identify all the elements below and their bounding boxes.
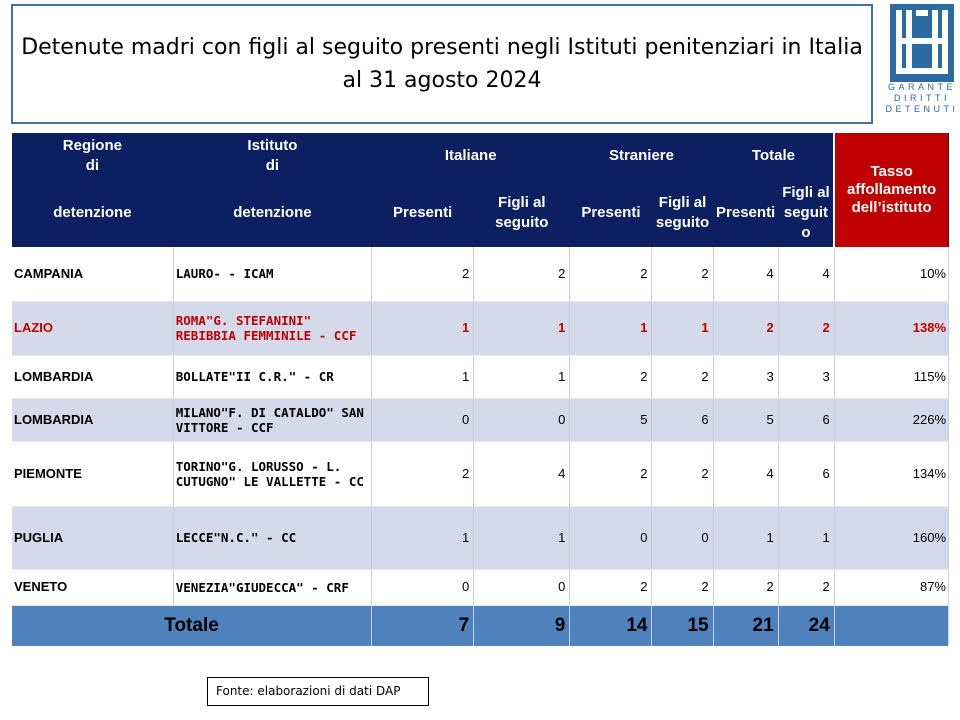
cell-st-presenti: 2	[570, 441, 652, 506]
cell-it-presenti: 1	[372, 355, 474, 398]
cell-st-presenti: 2	[570, 355, 652, 398]
cell-it-figli: 0	[474, 398, 570, 441]
cell-regione: LAZIO	[12, 301, 173, 355]
header-istituto: Istituto di	[173, 133, 371, 179]
cell-tot-presenti: 4	[713, 441, 778, 506]
total-tasso-empty	[834, 605, 948, 646]
cell-st-figli: 6	[652, 398, 713, 441]
cell-tasso: 87%	[834, 569, 948, 605]
cell-regione: LOMBARDIA	[12, 355, 173, 398]
table-row	[12, 506, 949, 569]
cell-istituto: BOLLATE"II C.R." - CR	[173, 355, 371, 398]
total-tot-figli: 24	[778, 605, 834, 646]
cell-tasso: 134%	[834, 441, 948, 506]
cell-tot-presenti: 4	[713, 247, 778, 301]
detenute-madri-table	[12, 133, 949, 646]
cell-tot-figli: 1	[778, 506, 834, 569]
cell-tasso: 138%	[834, 301, 948, 355]
cell-st-figli: 2	[652, 355, 713, 398]
cell-st-figli: 2	[652, 441, 713, 506]
cell-it-figli: 4	[474, 441, 570, 506]
header-tot-figli: Figli al seguit o	[778, 179, 834, 247]
header-totale: Totale	[713, 133, 834, 179]
totals-label: Totale	[12, 605, 372, 646]
cell-istituto: TORINO"G. LORUSSO - L. CUTUGNO" LE VALLETTE - CC	[173, 441, 371, 506]
cell-it-figli: 2	[474, 247, 570, 301]
header-st-figli: Figli al seguito	[652, 179, 713, 247]
total-st-figli: 15	[652, 605, 713, 646]
header-istituto-detenzione: detenzione	[173, 179, 371, 247]
logo-text-line1: GARANTE	[887, 82, 956, 92]
cell-it-presenti: 2	[372, 441, 474, 506]
table-row	[12, 569, 949, 605]
header-tasso-affollamento: Tasso affollamento dell’istituto	[834, 133, 948, 247]
cell-st-figli: 1	[652, 301, 713, 355]
cell-regione: CAMPANIA	[12, 247, 173, 301]
cell-tot-figli: 3	[778, 355, 834, 398]
total-st-presenti: 14	[570, 605, 652, 646]
cell-tot-presenti: 3	[713, 355, 778, 398]
header-straniere: Straniere	[570, 133, 713, 179]
cell-st-presenti: 0	[570, 506, 652, 569]
title-box	[11, 4, 873, 124]
cell-istituto: ROMA"G. STEFANINI" REBIBBIA FEMMINILE - CCF	[173, 301, 371, 355]
cell-tot-figli: 2	[778, 301, 834, 355]
table-row	[12, 441, 949, 506]
table-row	[12, 301, 949, 355]
cell-it-figli: 1	[474, 355, 570, 398]
cell-it-presenti: 0	[372, 398, 474, 441]
cell-regione: PIEMONTE	[12, 441, 173, 506]
cell-regione: LOMBARDIA	[12, 398, 173, 441]
cell-regione: PUGLIA	[12, 506, 173, 569]
cell-st-figli: 0	[652, 506, 713, 569]
totals-row	[12, 605, 949, 646]
cell-istituto: VENEZIA"GIUDECCA" - CRF	[173, 569, 371, 605]
cell-regione: VENETO	[12, 569, 173, 605]
table-row	[12, 355, 949, 398]
page-title-line2: al 31 agosto 2024	[342, 68, 542, 93]
cell-tot-figli: 4	[778, 247, 834, 301]
cell-tasso: 226%	[834, 398, 948, 441]
header-it-figli: Figli al seguito	[474, 179, 570, 247]
cell-tot-figli: 2	[778, 569, 834, 605]
header-italiane: Italiane	[372, 133, 570, 179]
cell-it-figli: 1	[474, 506, 570, 569]
header-regione-detenzione: detenzione	[12, 179, 173, 247]
total-it-figli: 9	[474, 605, 570, 646]
cell-it-presenti: 2	[372, 247, 474, 301]
header-tot-presenti: Presenti	[713, 179, 778, 247]
cell-it-presenti: 1	[372, 301, 474, 355]
cell-tasso: 115%	[834, 355, 948, 398]
cell-tot-figli: 6	[778, 398, 834, 441]
logo-text-line2: DIRITTI	[894, 93, 950, 103]
cell-st-figli: 2	[652, 569, 713, 605]
cell-istituto: LECCE"N.C." - CC	[173, 506, 371, 569]
cell-st-presenti: 5	[570, 398, 652, 441]
cell-it-presenti: 1	[372, 506, 474, 569]
table-row	[12, 398, 949, 441]
cell-st-figli: 2	[652, 247, 713, 301]
cell-istituto: LAURO- - ICAM	[173, 247, 371, 301]
cell-tot-figli: 6	[778, 441, 834, 506]
cell-tot-presenti: 2	[713, 301, 778, 355]
cell-st-presenti: 1	[570, 301, 652, 355]
source-note: Fonte: elaborazioni di dati DAP	[207, 677, 429, 706]
cell-it-presenti: 0	[372, 569, 474, 605]
total-it-presenti: 7	[372, 605, 474, 646]
cell-it-figli: 1	[474, 301, 570, 355]
total-tot-presenti: 21	[713, 605, 778, 646]
page-title-line1: Detenute madri con figli al seguito presenti negli Istituti penitenziari in Italia	[21, 35, 863, 60]
cell-tasso: 160%	[834, 506, 948, 569]
cell-tot-presenti: 1	[713, 506, 778, 569]
logo-text-line3: DETENUTI	[885, 104, 959, 114]
table-row	[12, 247, 949, 301]
header-regione: Regione di	[12, 133, 173, 179]
cell-st-presenti: 2	[570, 569, 652, 605]
cell-istituto: MILANO"F. DI CATALDO" SAN VITTORE - CCF	[173, 398, 371, 441]
header-st-presenti: Presenti	[570, 179, 652, 247]
cell-it-figli: 0	[474, 569, 570, 605]
cell-tot-presenti: 5	[713, 398, 778, 441]
cell-tot-presenti: 2	[713, 569, 778, 605]
header-it-presenti: Presenti	[372, 179, 474, 247]
cell-st-presenti: 2	[570, 247, 652, 301]
cell-tasso: 10%	[834, 247, 948, 301]
